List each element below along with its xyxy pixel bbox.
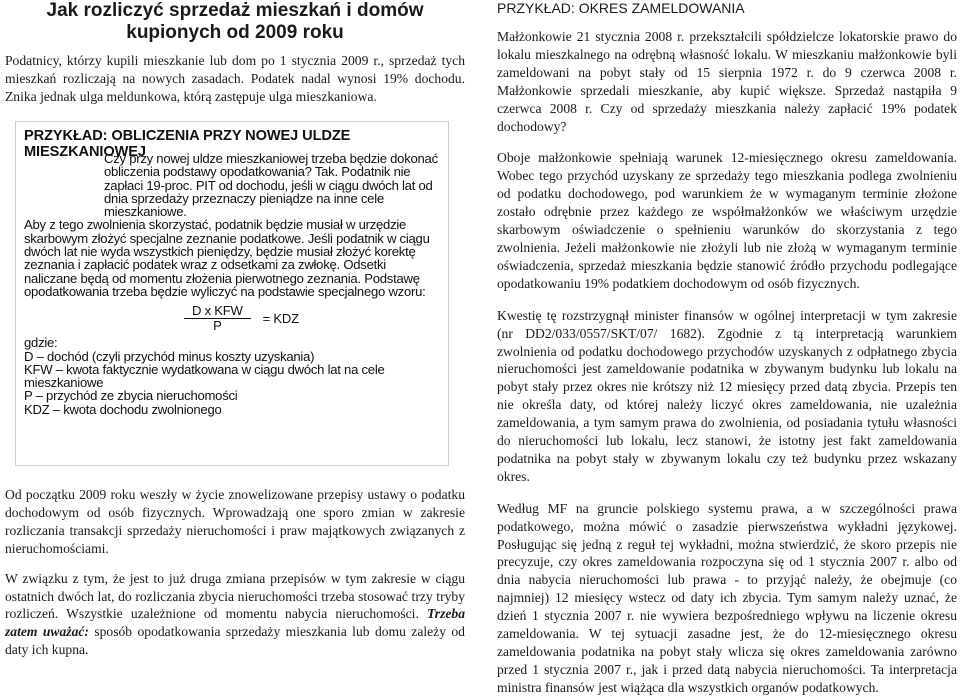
- formula-denominator: P: [213, 317, 222, 333]
- example-body: [497, 28, 957, 697]
- formula-fraction: [184, 304, 251, 333]
- legend-item: P – przychód ze zbycia nieruchomości: [24, 388, 238, 404]
- left-column: [5, 0, 465, 659]
- body-paragraph-tail: sposób opodatkowania sprzedaży mieszkania lub domu zależy od daty ich kupna.: [5, 624, 465, 658]
- legend-item: D – dochód (czyli przychód minus koszty uzyskania): [24, 348, 315, 364]
- box-title: PRZYKŁAD: OBLICZENIA PRZY NOWEJ ULDZE MIESZKANIOWEJ: [24, 128, 351, 160]
- box-indented-text: Czy przy nowej uldze mieszkaniowej trzeba będzie dokonać obliczenia podstawy opodatkowania? Tak. Podatnik nie zapłaci 19-proc. PIT od dochodu, jeśli w ciągu dwóch lat od dnia sprzedaży przeznaczy pieniądze na inne cele mieszkaniowe.: [104, 151, 438, 220]
- example-paragraph: Oboje małżonkowie spełniają warunek 12-miesięcznego okresu zameldowania. Wobec tego przychód uzyskany ze sprzedaży tego mieszkania podlega zwolnieniu od podatku dochodowego, pod warunkiem że w wymaganym terminie złożone zostało odrębnie przez każdego ze współmałżonków we właściwym urzędzie skarbowym oświadczenie o spełnieniu warunków do skorzystania z tego zwolnienia. Jeżeli małżonkowie nie złożyli lub nie złożą w wymaganym terminie oświadczenia, sprzedaż mieszkania będzie stanowić źródło przychodu podlegające opodatkowaniu 19% podatkiem dochodowym od osób fizycznych.: [497, 150, 957, 291]
- box-full-text: Aby z tego zwolnienia skorzystać, podatnik będzie musiał w urzędzie skarbowym złożyć specjalne zeznanie podatkowe. Jeśli podatnik w ciągu dwóch lat nie wyda wszystkich pieniędzy, będzie musiał złożyć korektę zeznania i zapłacić podatek wraz z odsetkami za zwłokę. Odsetki naliczane będą od momentu złożenia pierwotnego zeznania. Podstawę opodatkowania trzeba będzie wyliczyć na podstawie specjalnego wzoru:: [24, 217, 430, 299]
- emphasis-text: Trzeba zatem uważać:: [5, 606, 465, 640]
- article-lead: Podatnicy, którzy kupili mieszkanie lub dom po 1 stycznia 2009 r., sprzedaż tych mieszkań rozliczają na nowych zasadach. Podatek nadal wynosi 19% dochodu. Znika jednak ulga meldunkowa, którą zastępuje ulga mieszkaniowa.: [5, 53, 465, 104]
- example-paragraph: Małżonkowie 21 stycznia 2008 r. przekształcili spółdzielcze lokatorskie prawo do lokalu mieszkalnego na odrębną własność lokalu. W mieszkaniu małżonkowie byli zameldowani na pobyt stały od 15 sierpnia 1972 r. do 9 czerwca 2008 r. Małżonkowie sprzedali mieszkanie, aby kupić większe. Sprzedaż nastąpiła 9 czerwca 2008 r. Czy od sprzedaży mieszkania należy zapłacić 19% podatek dochodowy?: [497, 29, 957, 134]
- legend-item: KDZ – kwota dochodu zwolnionego: [24, 401, 222, 417]
- example-title: PRZYKŁAD: OKRES ZAMELDOWANIA: [497, 0, 745, 16]
- box-body: [24, 152, 438, 416]
- body-paragraph-text: W związku z tym, że jest to już druga zmiana przepisów w tym zakresie w ciągu ostatnich dwóch lat, do rozliczania zbycia nieruchomości trzeba stosować trzy tryby rozliczeń. Wszystkie uzależnione od momentu nabycia nieruchomości.: [5, 570, 465, 622]
- body-paragraph: [5, 570, 465, 660]
- formula-numerator: D x KFW: [184, 304, 251, 319]
- example-paragraph: Według MF na gruncie polskiego systemu prawa, a w szczególności prawa podatkowego, można mówić o zasadzie pierwszeństwa wykładni językowej. Posługując się jedną z reguł tej wykładni, można stwierdzić, że skoro przepis nie precyzuje, czy okres zameldowania rozpoczyna się od 1 stycznia 2007 r. albo od dnia nabycia nieruchomości lub prawa - to przyjąć należy, że obejmuje (co najmniej) 12 miesięcy wstecz od daty ich zbycia. Tym samym należy uznać, że dzień 1 stycznia 2007 r. nie wywiera bezpośredniego wpływu na liczenie okresu zameldowania. W tej sytuacji zasadne jest, że do 12-miesięcznego okresu zameldowania podatnika na pobyt stały wlicza się okres zameldowania zarówno przed 1 stycznia 2007 r., jak i przed datą nabycia nieruchomości. Ta interpretacja ministra finansów jest wiążąca dla wszystkich organów podatkowych.: [497, 500, 957, 695]
- example-calculation-box: [15, 121, 449, 466]
- legend-intro: gdzie:: [24, 335, 58, 351]
- legend-item: KFW – kwota faktycznie wydatkowana w ciągu dwóch lat na cele mieszkaniowe: [24, 361, 385, 391]
- example-paragraph: Kwestię tę rozstrzygnął minister finansów w ogólnej interpretacji w tym zakresie (nr DD2/033/0557/SKT/07/ 1682). Zgodnie z tą interpretacją warunkiem zwolnienia od podatku dochodowego przychodów uzyskanych z odpłatnego zbycia nieruchomości jest zameldowanie podatnika w zbywanym budynku lub lokalu na pobyt stały przez okres nie krótszy niż 12 miesięcy przed datą zbycia. Przepis ten nie określa daty, od której należy liczyć okres zameldowania, nie uzależnia zameldowania, a tym samym prawa do zwolnienia, od posiadania tytułu własności do nieruchomości lub lokalu, lecz stanowi, że istotny jest fakt zameldowania podatnika na pobyt stały w zbywanym lokalu czy też budynku przez wskazany okres.: [497, 307, 957, 484]
- body-paragraph: Od początku 2009 roku weszły w życie znowelizowane przepisy ustawy o podatku dochodowym od osób fizycznych. Wprowadzają one sporo zmian w zakresie rozliczania transakcji sprzedaży nieruchomości i praw majątkowych związanych z nieruchomościami.: [5, 487, 465, 556]
- formula-result: = KDZ: [262, 310, 299, 326]
- formula: [184, 300, 438, 336]
- right-column: [497, 0, 957, 697]
- left-body: [5, 486, 465, 659]
- article-headline: Jak rozliczyć sprzedaż mieszkań i domów kupionych od 2009 roku: [46, 0, 424, 43]
